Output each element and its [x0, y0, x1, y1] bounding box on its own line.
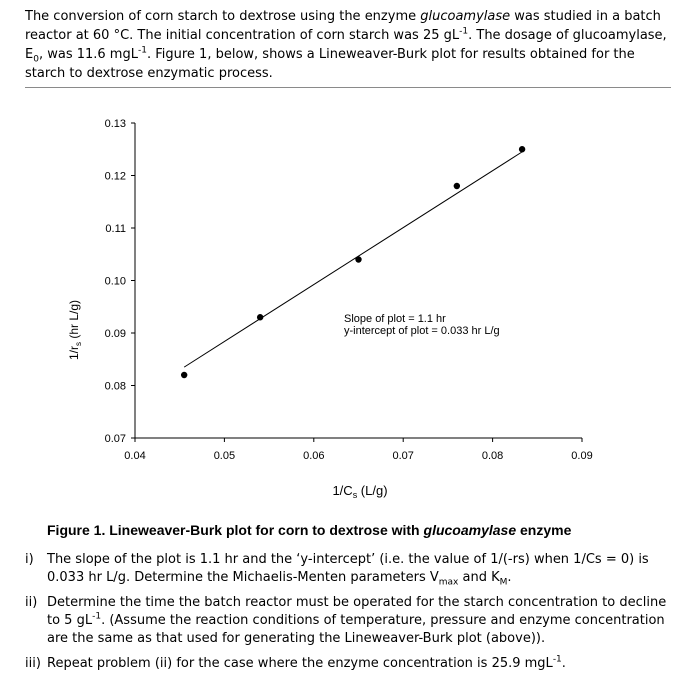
data-point [454, 183, 460, 189]
y-tick-label: 0.12 [104, 170, 126, 183]
y-tick-label: 0.10 [104, 275, 126, 288]
lineweaver-burk-chart [0, 100, 676, 520]
x-tick-label: 0.04 [124, 450, 146, 462]
enzyme-name: glucoamylase [420, 9, 511, 24]
section-divider [25, 87, 671, 88]
question-iii: iii) Repeat problem (ii) for the case where the enzyme concentration is 25.9 mgL$^{-1}$. [25, 654, 566, 671]
y-tick-label: 0.09 [104, 328, 126, 340]
figure-caption: Figure 1. Lineweaver-Burk plot for corn to dextrose with glucoamylase enzyme [47, 522, 572, 538]
question-ii: ii) Determine the time the batch reactor must be operated for the starch concentration to decline to 5 $gL^{-1}$. (Assume the reaction conditions of temperature, pressure and enzyme concentration are the same as that used for generating the Lineweaver-Burk plot (above)). [25, 595, 667, 646]
question-number: i) [25, 552, 34, 567]
chart-ticks [105, 118, 593, 462]
y-tick-label: 0.13 [104, 118, 126, 130]
question-number: ii) [25, 595, 38, 610]
y-tick-label: 0.08 [104, 380, 126, 393]
x-tick-label: 0.06 [303, 450, 325, 462]
y-axis-label: $1/r_s$ (hr L/g) [67, 299, 83, 361]
problem-intro [25, 7, 671, 83]
data-point [355, 256, 361, 262]
intercept-annotation: y-intercept of plot = 0.033 hr L/g [344, 325, 500, 337]
x-tick-label: 0.05 [213, 450, 236, 462]
data-point [519, 146, 525, 152]
question-list [25, 551, 671, 680]
slope-annotation: Slope of plot = 1.1 hr [344, 313, 446, 325]
y-tick-label: 0.11 [105, 223, 126, 235]
caption-enzyme: glucoamylase [423, 522, 517, 538]
data-point [181, 372, 187, 378]
x-tick-label: 0.07 [392, 450, 414, 462]
x-axis-label: $1/C_s$ (L/g) [332, 483, 388, 500]
question-number: iii) [25, 656, 41, 671]
question-i: i) The slope of the plot is 1.1 hr and the ‘y-intercept’ (i.e. the value of 1/(-rs) when 1/Cs = 0) is 0.033 hr L/g. Determine the Michaelis-Menten parameters $V_{max}$ and $K_M$. [25, 552, 649, 588]
x-tick-label: 0.09 [571, 450, 593, 462]
x-tick-label: 0.08 [481, 450, 504, 462]
y-tick-label: 0.07 [104, 433, 126, 445]
chart-axes [135, 123, 582, 438]
data-points [181, 146, 525, 378]
intro-paragraph: The conversion of corn starch to dextrose using the enzyme glucoamylase was studied in a batch reactor at 60 °C. The initial concentration of corn starch was 25 $gL^{-1}$. The dosage of glucoamylase, $E_0$, was 11.6 mgL$^{-1}$. Figure 1, below, shows a Lineweaver-Burk plot for results obtained for the starch to dextrose enzymatic process. [25, 9, 667, 81]
data-point [257, 314, 263, 320]
